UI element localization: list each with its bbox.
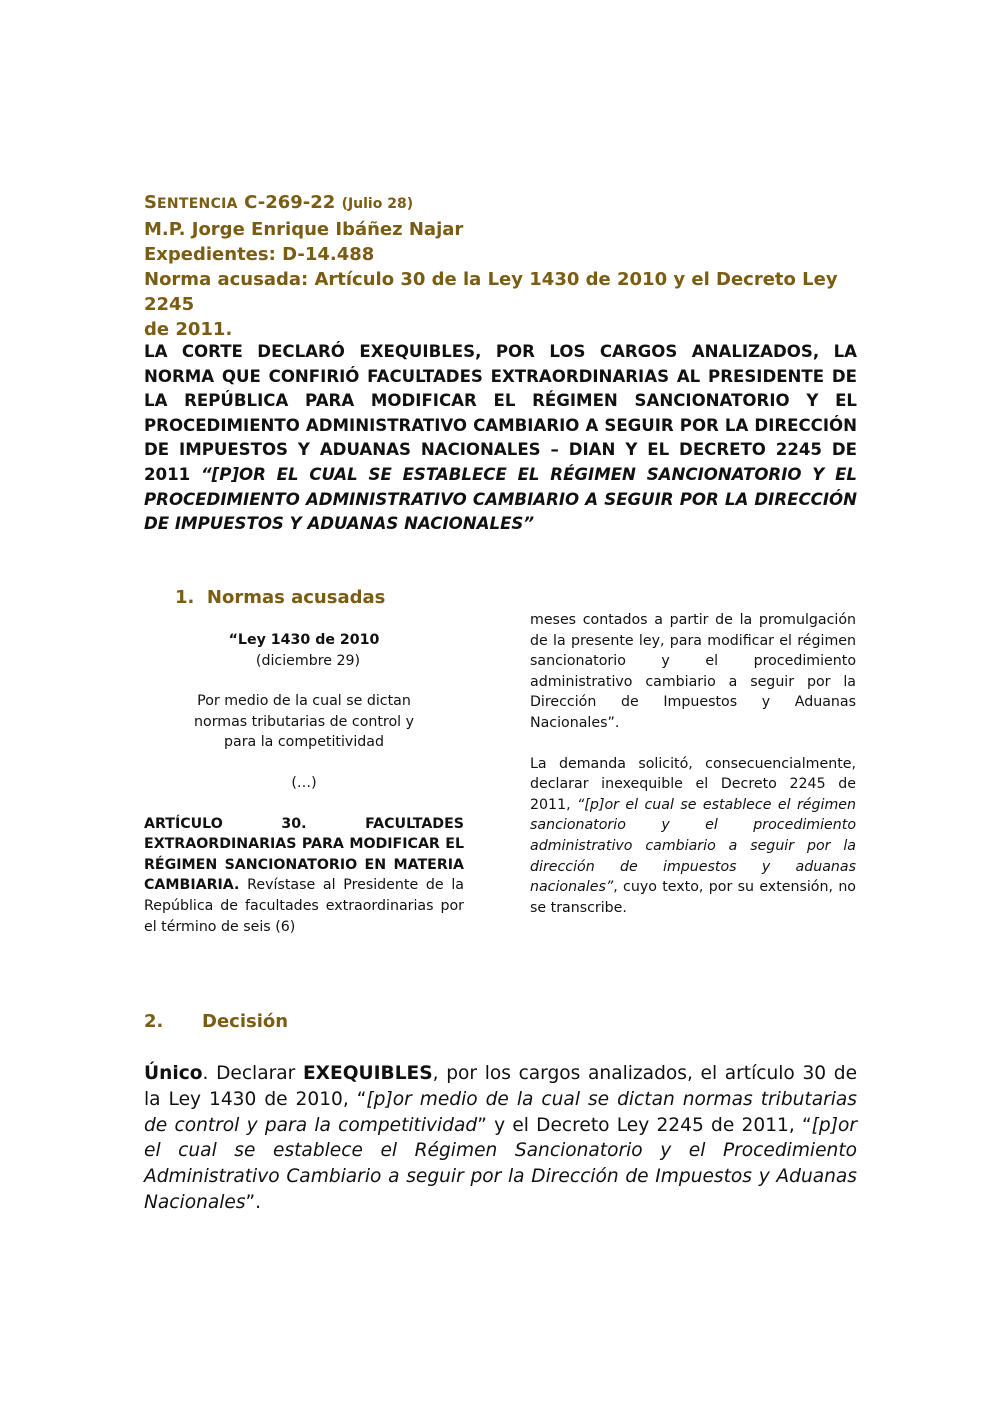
section-1-heading — [175, 587, 385, 608]
decision-paragraph — [144, 1061, 857, 1216]
decision-italic-1: [p]or medio de la cual se dictan normas tributarias de control y para la competitividad — [144, 1088, 857, 1136]
expedientes: Expedientes: D-14.488 — [144, 244, 375, 265]
magistrate: M.P. Jorge Enrique Ibáñez Najar — [144, 219, 464, 240]
section-2-title: Decisión — [202, 1011, 289, 1032]
section-1-title: Normas acusadas — [206, 587, 386, 608]
law-date: (diciembre 29) — [255, 652, 361, 669]
summary-plain: LA CORTE DECLARÓ EXEQUIBLES, POR LOS CARGOS ANALIZADOS, LA NORMA QUE CONFIRIÓ FACULTADES EXTRAORDINARIAS AL PRESIDENTE DE LA REPÚBLICA PARA MODIFICAR EL RÉGIMEN SANCIONATORIO Y EL PROCEDIMIENTO ADMINISTRATIVO CAMBIARIO A SEGUIR POR LA DIRECCIÓN DE IMPUESTOS Y ADUANAS NACIONALES – DIAN Y EL DECRETO 2245 DE 2011 — [144, 342, 857, 484]
decision-t4: ”. — [245, 1191, 262, 1213]
sentencia-initial: S — [144, 192, 157, 213]
decision-t2: , por los cargos analizados, el artículo 30 de la Ley 1430 de 2010, “ — [144, 1063, 858, 1110]
sentencia-number: C-269-22 — [244, 192, 336, 213]
section-2-heading — [144, 1011, 288, 1032]
summary-italic: “[P]OR EL CUAL SE ESTABLECE EL RÉGIMEN SANCIONATORIO Y EL PROCEDIMIENTO ADMINISTRATIVO CAMBIARIO A SEGUIR POR LA DIRECCIÓN DE IMPUESTOS Y ADUANAS NACIONALES” — [144, 464, 857, 534]
article-text-left: Revístase al Presidente de la República de facultades extraordinarias por el término de seis (6) — [144, 877, 465, 935]
law-subtitle: Por medio de la cual se dictan normas tributarias de control y para la competitividad — [194, 693, 414, 751]
demand-end: , cuyo texto, por su extensión, no se transcribe. — [530, 879, 856, 916]
ellipsis: (…) — [291, 774, 317, 791]
section-1-number: 1. — [175, 587, 195, 608]
article-heading: ARTÍCULO 30. FACULTADES EXTRAORDINARIAS PARA MODIFICAR EL RÉGIMEN SANCIONATORIO EN MATERIA CAMBIARIA. — [144, 815, 464, 894]
law-title: “Ley 1430 de 2010 — [228, 632, 380, 648]
demand-paragraph — [530, 754, 856, 919]
demand-text: La demanda solicitó, consecuencialmente, declarar inexequible el Decreto 2245 de 2011, — [530, 755, 856, 813]
decision-unico: Único — [144, 1063, 203, 1084]
article-text-right: meses contados a partir de la promulgación de la presente ley, para modificar el régimen sancionatorio y el procedimiento administrativo cambiario a seguir por la Dirección de Impuestos y Aduanas Nacionales”. — [530, 612, 856, 731]
summary-paragraph — [144, 340, 857, 537]
decision-italic-2: [p]or el cual se establece el Régimen Sancionatorio y el Procedimiento Administrativo Cambiario a seguir por la Dirección de Impuestos y Aduanas Nacionales — [144, 1114, 857, 1213]
section-2-number: 2. — [144, 1011, 164, 1032]
demand-italic: “[p]or el cual se establece el régimen sancionatorio y el procedimiento administrativo cambiario a seguir por la dirección de impuestos y aduanas nacionales” — [530, 796, 856, 896]
sentencia-date: (Julio 28) — [341, 196, 414, 212]
document-header — [144, 190, 859, 342]
decision-t1: . Declarar — [202, 1063, 296, 1084]
decision-exequibles: EXEQUIBLES — [302, 1063, 433, 1084]
norma-acusada-line1: Norma acusada: Artículo 30 de la Ley 1430 de 2010 y el Decreto Ley 2245 — [144, 269, 838, 315]
right-column — [530, 610, 856, 918]
sentencia-line — [144, 190, 859, 217]
sentencia-label: ENTENCIA — [156, 196, 238, 212]
left-column — [144, 630, 464, 937]
article-30 — [144, 814, 464, 938]
decision-t3: ” y el Decreto Ley 2245 de 2011, “ — [477, 1114, 812, 1136]
norma-acusada-line2: de 2011. — [144, 319, 233, 340]
